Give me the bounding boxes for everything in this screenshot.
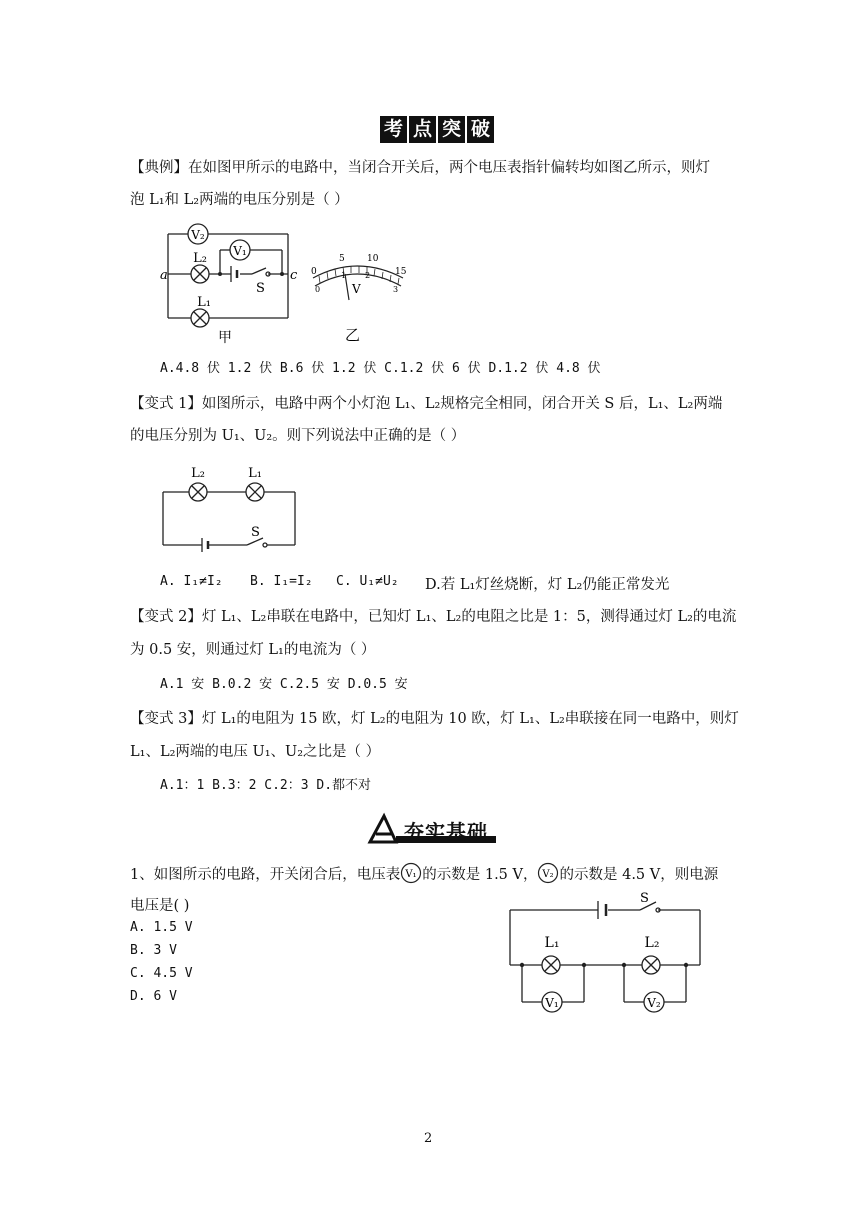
variant2-text-line2: 为 0.5 安，则通过灯 L₁的电流为（ ） bbox=[130, 642, 376, 658]
q1-v1-label: V₁ bbox=[545, 996, 559, 1010]
dial-top-tick: 15 bbox=[395, 267, 407, 277]
fig-jia-node-a: a bbox=[160, 268, 168, 283]
q1-l1-label: L₁ bbox=[544, 935, 560, 951]
dial-bottom-tick: 2 bbox=[365, 271, 371, 280]
variant3-options: A.1：1 B.3：2 C.2：3 D.都不对 bbox=[160, 778, 372, 793]
q1-pre: 1、如图所示的电路，开关闭合后，电压表 bbox=[130, 867, 401, 883]
q1-option-a: A. 1.5 V bbox=[130, 920, 193, 935]
variant1-option-c: C. U₁≠U₂ bbox=[336, 574, 399, 589]
variant2-text-line1: 【变式 2】灯 L₁、L₂串联在电路中，已知灯 L₁、L₂的电阻之比是 1：5，测得通过灯 L₂的电流 bbox=[130, 609, 737, 625]
section-banner-kaodian bbox=[380, 116, 496, 143]
dial-top-tick: 0 bbox=[311, 267, 317, 277]
q1-meter2-label: V₂ bbox=[542, 869, 555, 880]
variant1-option-b: B. I₁=I₂ bbox=[250, 574, 313, 589]
q1-post: 的示数是 4.5 V，则电源 bbox=[559, 867, 719, 883]
fig-jia-v2-label: V₂ bbox=[191, 228, 205, 242]
variant1-l1-label: L₁ bbox=[248, 466, 262, 481]
q1-meter1-label: V₁ bbox=[405, 869, 417, 880]
q1-mid: 的示数是 1.5 V， bbox=[422, 867, 538, 883]
variant2-options: A.1 安 B.0.2 安 C.2.5 安 D.0.5 安 bbox=[160, 677, 408, 692]
banner-char: 破 bbox=[467, 116, 494, 143]
q1-text-line1 bbox=[130, 862, 718, 886]
voltmeter-v1-icon bbox=[400, 862, 422, 884]
fig-jia-node-c: c bbox=[290, 268, 298, 283]
q1-switch-label: S bbox=[640, 891, 649, 906]
circuit-diagram-variant1 bbox=[155, 460, 305, 555]
voltmeter-dial-yi bbox=[305, 248, 415, 348]
fig-jia-l2-label: L₂ bbox=[193, 251, 207, 266]
variant3-text-line2: L₁、L₂两端的电压 U₁、U₂之比是（ ） bbox=[130, 744, 381, 760]
dial-bottom-tick: 3 bbox=[393, 285, 399, 294]
fig-jia-caption: 甲 bbox=[218, 330, 232, 346]
q1-v2-label: V₂ bbox=[647, 996, 661, 1010]
example-text-line2: 泡 L₁和 L₂两端的电压分别是（ ） bbox=[130, 192, 349, 208]
q1-text-line2: 电压是( ) bbox=[130, 898, 190, 914]
page-number: 2 bbox=[424, 1131, 433, 1146]
dial-v-label: V bbox=[352, 282, 361, 296]
dial-bottom-tick: 1 bbox=[341, 271, 347, 280]
circuit-diagram-jia bbox=[158, 218, 298, 348]
section-banner-hangshi bbox=[366, 812, 500, 846]
variant1-l2-label: L₂ bbox=[191, 466, 205, 481]
variant1-option-d: D.若 L₁灯丝烧断，灯 L₂仍能正常发光 bbox=[425, 577, 670, 593]
fig-jia-v1-label: V₁ bbox=[233, 244, 247, 258]
banner-char: 突 bbox=[438, 116, 465, 143]
variant1-switch-label: S bbox=[251, 525, 260, 540]
q1-option-d: D. 6 V bbox=[130, 989, 177, 1004]
banner-text: 夯实基础 bbox=[404, 820, 488, 844]
example-options: A.4.8 伏 1.2 伏 B.6 伏 1.2 伏 C.1.2 伏 6 伏 D.1.2 伏 4.8 伏 bbox=[160, 361, 601, 376]
banner-char: 考 bbox=[380, 116, 407, 143]
fig-jia-switch-label: S bbox=[256, 281, 265, 296]
fig-yi-caption: 乙 bbox=[345, 326, 361, 344]
dial-bottom-tick: 0 bbox=[315, 285, 321, 294]
fig-jia-l1-label: L₁ bbox=[197, 295, 211, 310]
example-text-line1: 【典例】在如图甲所示的电路中，当闭合开关后，两个电压表指针偏转均如图乙所示，则灯 bbox=[130, 160, 710, 176]
circuit-diagram-q1 bbox=[500, 890, 710, 1020]
q1-l2-label: L₂ bbox=[644, 935, 660, 951]
banner-char: 点 bbox=[409, 116, 436, 143]
variant3-text-line1: 【变式 3】灯 L₁的电阻为 15 欧，灯 L₂的电阻为 10 欧，灯 L₁、L₂串联接在同一电路中，则灯 bbox=[130, 711, 739, 727]
q1-option-c: C. 4.5 V bbox=[130, 966, 193, 981]
dial-top-tick: 10 bbox=[367, 254, 379, 264]
variant1-text-line1: 【变式 1】如图所示，电路中两个小灯泡 L₁、L₂规格完全相同，闭合开关 S 后，L₁、L₂两端 bbox=[130, 396, 723, 412]
variant1-text-line2: 的电压分别为 U₁、U₂。则下列说法中正确的是（ ） bbox=[130, 428, 466, 444]
variant1-option-a: A. I₁≠I₂ bbox=[160, 574, 223, 589]
q1-option-b: B. 3 V bbox=[130, 943, 177, 958]
voltmeter-v2-icon bbox=[537, 862, 559, 884]
dial-top-tick: 5 bbox=[339, 254, 345, 264]
